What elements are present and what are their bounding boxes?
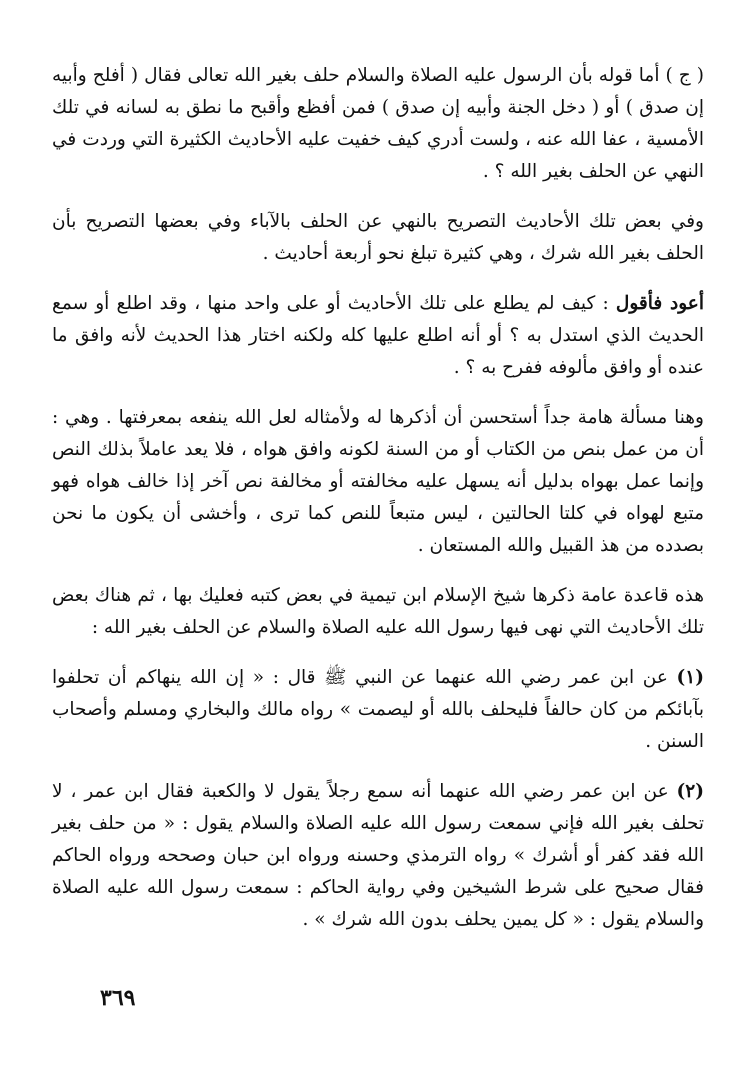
paragraph-3-lead: أعود فأقول [615,293,704,314]
paragraph-4 [52,402,704,562]
page-number: ٣٦٩ [100,985,136,1011]
paragraph-2 [52,206,704,270]
paragraph-3 [52,288,704,384]
paragraph-5-text: هذه قاعدة عامة ذكرها شيخ الإسلام ابن تيمية في بعض كتبه فعليك بها ، ثم هناك بعض تلك الأحاديث التي نهى فيها رسول الله عليه الصلاة والسلام عن الحلف بغير الله : [52,585,704,638]
paragraph-5 [52,580,704,644]
paragraph-1-text: ( ج ) أما قوله بأن الرسول عليه الصلاة والسلام حلف بغير الله تعالى فقال ( أفلح وأبيه إن صدق ) أو ( دخل الجنة وأبيه إن صدق ) فمن أفظع وأقبح ما نطق به لسانه في تلك الأمسية ، عفا الله عنه ، ولست أدري كيف خفيت عليه الأحاديث الكثيرة التي وردت في النهي عن الحلف بغير الله ؟ . [52,65,704,182]
paragraph-1 [52,60,704,188]
hadith-1 [52,662,704,758]
hadith-1-number: (١) [676,667,704,688]
paragraph-2-text: وفي بعض تلك الأحاديث التصريح بالنهي عن الحلف بالآباء وفي بعضها التصريح بأن الحلف بغير الله شرك ، وهي كثيرة تبلغ نحو أربعة أحاديث . [52,211,704,264]
hadith-1-text: عن ابن عمر رضي الله عنهما عن النبي ﷺ قال : « إن الله ينهاكم أن تحلفوا بآبائكم من كان حالفاً فليحلف بالله أو ليصمت » رواه مالك والبخاري ومسلم وأصحاب السنن . [52,667,704,752]
paragraph-4-text: وهنا مسألة هامة جداً أستحسن أن أذكرها له ولأمثاله لعل الله ينفعه بمعرفتها . وهي : أن من عمل بنص من الكتاب أو من السنة لكونه وافق هواه ، فلا يعد عاملاً بذلك النص وإنما عمل بهواه بدليل أنه يسهل عليه مخالفته أو مخالفة نص آخر إذا خالف هواه فهو متبع لهواه في كلتا الحالتين ، ليس متبعاً للنص كما ترى ، وأخشى أن يكون ما نحن بصدده من هذ القبيل والله المستعان . [52,407,704,556]
hadith-2-number: (٢) [676,781,704,802]
hadith-2 [52,776,704,936]
paragraph-3-text: : كيف لم يطلع على تلك الأحاديث أو على واحد منها ، وقد اطلع أو سمع الحديث الذي استدل به ؟ أو أنه اطلع عليها كله ولكنه اختار هذا الحديث لأنه وافق ما عنده أو وافق مألوفه ففرح به ؟ . [52,293,704,378]
hadith-2-text: عن ابن عمر رضي الله عنهما أنه سمع رجلاً يقول لا والكعبة فقال ابن عمر ، لا تحلف بغير الله فإني سمعت رسول الله عليه الصلاة والسلام يقول : « من حلف بغير الله فقد كفر أو أشرك » رواه الترمذي وحسنه ورواه ابن حبان وصححه ورواه الحاكم فقال صحيح على شرط الشيخين وفي رواية الحاكم : سمعت رسول الله عليه الصلاة والسلام يقول : « كل يمين يحلف بدون الله شرك » . [52,781,704,930]
